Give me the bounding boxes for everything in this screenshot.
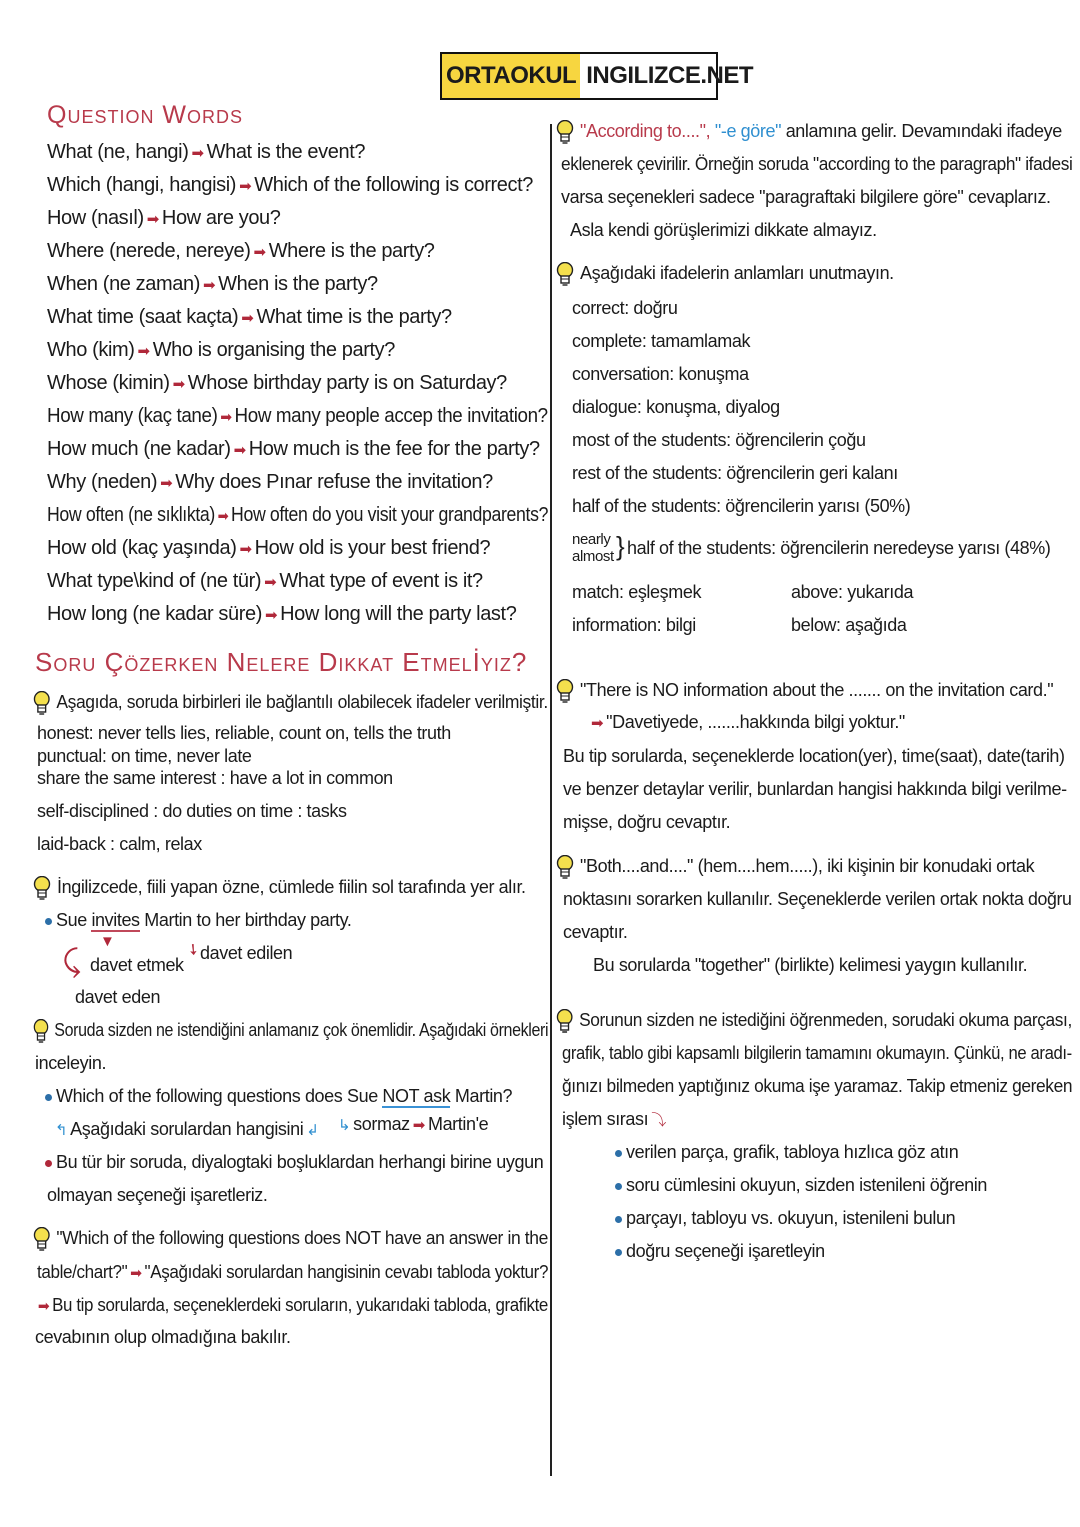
step-text: soru cümlesini okuyun, sizden istenileni öğrenin <box>626 1175 988 1195</box>
question-word: Whose (kimin) <box>47 372 170 394</box>
phrase-turkish: "-e göre" <box>714 121 782 141</box>
lightbulb-icon <box>33 691 50 715</box>
bullet-icon <box>45 1094 52 1101</box>
arrow-right-icon: ➡ <box>191 145 204 162</box>
lightbulb-icon <box>556 679 574 703</box>
bullet-icon <box>45 918 52 925</box>
vocab-almost: almost <box>572 548 614 565</box>
arrow-curve-icon: ↲ <box>306 1122 319 1139</box>
pair-punctual: punctual: on time, never late <box>37 746 252 766</box>
tip-text: işlem sırası <box>562 1109 649 1129</box>
arrow-right-icon: ➡ <box>264 607 278 624</box>
question-word: Where (nerede, nereye) <box>47 240 251 262</box>
tip4-line1 <box>33 1226 548 1251</box>
question-word-row <box>47 173 533 199</box>
vocab-item: conversation: konuşma <box>572 364 749 384</box>
question-word: How long (ne kadar süre) <box>47 603 262 625</box>
question-word: What type\kind of (ne tür) <box>47 570 262 592</box>
logo-part-1: ORTAOKUL <box>442 54 580 98</box>
question-word: How many (kaç tane) <box>47 405 218 427</box>
vocab-item: half of the students: öğrencilerin yarısı (50%) <box>572 496 911 516</box>
example-question: When is the party? <box>218 273 378 295</box>
noinfo-line5: mişse, doğru cevaptır. <box>563 812 731 832</box>
according-line4: Asla kendi görüşlerimizi dikkate almayız. <box>570 220 877 240</box>
example-question: How long will the party last? <box>280 603 517 625</box>
question-word-row <box>47 503 548 529</box>
both-line3: cevaptır. <box>563 922 628 942</box>
both-line2: noktasını sorarken kullanılır. Seçeneklerde verilen ortak nokta doğru <box>563 889 1072 909</box>
lightbulb-icon <box>556 262 574 286</box>
arrow-right-icon: ➡ <box>591 715 604 732</box>
according-line3: varsa seçenekleri sadece "paragraftaki bilgilere göre" cevaplarız. <box>561 187 1051 207</box>
tip-text: Sorunun sizden ne istediğini öğrenmeden, sorudaki okuma parçası, <box>579 1010 1072 1030</box>
tip-text: "There is NO information about the ....... on the invitation card." <box>580 680 1054 700</box>
noinfo-line4: ve benzer detaylar verilir, bunlardan hangisi hakkında bilgi verilme- <box>563 779 1067 799</box>
arrow-right-icon: ➡ <box>239 541 252 558</box>
lightbulb-icon <box>33 1227 50 1251</box>
bullet-icon <box>615 1150 622 1157</box>
question-word: How much (ne kadar) <box>47 438 231 460</box>
order-line4 <box>562 1107 669 1133</box>
arrow-right-icon: ➡ <box>412 1117 425 1134</box>
tip-text: Aşağıdaki ifadelerin anlamları unutmayın. <box>580 263 894 283</box>
tip2-intro <box>33 875 526 900</box>
tip3-translation-verb <box>335 1112 488 1138</box>
example-question: How many people accep the invitation? <box>234 405 548 427</box>
tip-text: anlamına gelir. Devamındaki ifadeye <box>785 121 1062 141</box>
order-line1 <box>556 1008 1072 1033</box>
question-part: Which of the following questions does Sue <box>56 1086 378 1106</box>
lightbulb-icon <box>556 120 574 144</box>
arrow-right-icon: ➡ <box>130 1265 142 1282</box>
order-line2: grafik, tablo gibi kapsamlı bilgilerin tamamını okumayın. Çünkü, ne aradı- <box>562 1043 1072 1063</box>
question-word: What (ne, hangi) <box>47 141 189 163</box>
example-question: Which of the following is correct? <box>254 174 533 196</box>
tip-text: Soruda sizden ne istendiğini anlamanız çok önemlidir. Aşağıdaki örnekleri <box>54 1020 549 1040</box>
note-davet-eden: davet eden <box>75 987 161 1007</box>
arrow-right-icon: ➡ <box>37 1298 50 1315</box>
question-word: What time (saat kaçta) <box>47 306 239 328</box>
example-question: What time is the party? <box>256 306 452 328</box>
noinfo-line1 <box>556 678 1053 703</box>
arrow-right-icon: ➡ <box>253 244 266 261</box>
example-question: Whose birthday party is on Saturday? <box>187 372 507 394</box>
vocab-item: correct: doğru <box>572 298 678 318</box>
tip3-translation <box>52 1117 322 1143</box>
lightbulb-icon <box>556 1009 573 1033</box>
tip1-intro <box>33 690 548 715</box>
bullet-icon <box>615 1216 622 1223</box>
tip4-line3 <box>35 1293 548 1319</box>
question-word: Why (neden) <box>47 471 158 493</box>
step-item <box>615 1206 955 1230</box>
arrow-curve-icon: ↰ <box>55 1122 68 1139</box>
arrow-down-right-icon: ➘ <box>182 939 204 960</box>
tip3-bullet2 <box>45 1150 543 1174</box>
example-question: How are you? <box>161 207 281 229</box>
example-sentence <box>45 908 351 932</box>
subject: Sue <box>56 910 87 930</box>
tip3-bullet2-cont: olmayan seçeneği işaretleriz. <box>47 1185 268 1205</box>
verb: invites <box>91 910 140 930</box>
arrow-right-icon: ➡ <box>233 442 246 459</box>
step-item <box>615 1173 987 1197</box>
tip-text: Aşagıda, soruda birbirleri ile bağlantılı olabilecek ifadeler verilmiştir. <box>56 692 548 712</box>
arrow-curve-icon: ⤹ <box>63 945 81 978</box>
question-word-row <box>47 305 452 331</box>
tips-title: Soru Çözerken Nelere Dikkat Etmelİyiz? <box>35 647 528 677</box>
vocab-information: information: bilgi <box>572 615 696 635</box>
tip3-line1 <box>33 1018 548 1043</box>
arrow-right-icon: ➡ <box>146 211 159 228</box>
translation-part: Martin'e <box>427 1114 489 1134</box>
phrase-english: "According to....", <box>580 121 711 141</box>
step-text: verilen parça, grafik, tabloya hızlıca göz atın <box>626 1142 959 1162</box>
column-divider <box>550 124 552 1476</box>
question-word-row <box>47 569 483 595</box>
arrow-right-icon: ➡ <box>264 574 277 591</box>
according-line2: eklenerek çevirilir. Örneğin soruda "according to the paragraph" ifadesi <box>561 154 1073 174</box>
translation-part: sormaz <box>353 1114 410 1134</box>
arrow-curve-down-icon: ⤵ <box>651 1112 666 1129</box>
pair-honest: honest: never tells lies, reliable, count on, tells the truth <box>37 723 451 743</box>
vocab-match: match: eşleşmek <box>572 582 702 602</box>
according-line1 <box>556 119 1062 144</box>
arrow-right-icon: ➡ <box>160 475 173 492</box>
arrow-right-icon: ➡ <box>217 508 229 525</box>
question-word-row <box>47 371 507 397</box>
arrow-curve-icon: ↳ <box>338 1117 351 1134</box>
site-logo <box>440 52 754 100</box>
note-davet-edilen: davet edilen <box>200 943 293 963</box>
tip-text: Bu tip sorularda, seçeneklerdeki soruların, yukarıdaki tabloda, grafikte <box>52 1295 548 1315</box>
lightbulb-icon <box>556 855 574 879</box>
arrow-right-icon: ➡ <box>172 376 185 393</box>
vocab-intro <box>556 261 894 286</box>
example-question: How much is the fee for the party? <box>248 438 540 460</box>
both-line1 <box>556 854 1034 879</box>
question-word: How often (ne sıklıkta) <box>47 504 215 526</box>
arrow-right-icon: ➡ <box>241 310 254 327</box>
vocab-item: rest of the students: öğrencilerin geri kalanı <box>572 463 898 483</box>
noinfo-line2 <box>588 710 905 736</box>
brace-icon: } <box>616 531 625 561</box>
tip3-question <box>45 1084 512 1108</box>
bullet-icon <box>615 1249 622 1256</box>
vocab-above: above: yukarıda <box>791 582 914 602</box>
example-question: What is the event? <box>206 141 366 163</box>
vocab-nearly-half: half of the students: öğrencilerin neredeyse yarısı (48%) <box>627 538 1051 558</box>
question-emphasis: NOT ask <box>382 1086 451 1106</box>
question-word-row <box>47 338 395 364</box>
question-word: Which (hangi, hangisi) <box>47 174 237 196</box>
note-davet-etmek: davet etmek <box>90 955 184 975</box>
question-word-row <box>47 470 493 496</box>
tip3-line2: inceleyin. <box>35 1053 107 1073</box>
tip-text: "Davetiyede, .......hakkında bilgi yoktur." <box>606 712 905 732</box>
both-line4: Bu sorularda "together" (birlikte) kelimesi yaygın kullanılır. <box>593 955 1028 975</box>
example-question: Why does Pınar refuse the invitation? <box>175 471 493 493</box>
vocab-item: complete: tamamlamak <box>572 331 751 351</box>
logo-part-2: INGILIZCE.NET <box>586 62 754 89</box>
question-word-row <box>47 206 281 232</box>
vocab-below: below: aşağıda <box>791 615 907 635</box>
question-word-row <box>47 536 490 562</box>
arrow-right-icon: ➡ <box>137 343 150 360</box>
example-question: How often do you visit your grandparents? <box>231 504 549 526</box>
question-word-row <box>47 404 548 430</box>
question-word-row <box>47 602 516 628</box>
arrow-down-icon: ▼ <box>100 933 115 950</box>
tip-text: "Both....and...." (hem....hem.....), iki kişinin bir konudaki ortak <box>580 856 1035 876</box>
object: Martin to her birthday party. <box>144 910 352 930</box>
tip-text: table/chart?" <box>37 1262 128 1282</box>
question-word-row <box>47 437 540 463</box>
question-words-title: Question Words <box>47 101 243 129</box>
noinfo-line3: Bu tip sorularda, seçeneklerde location(yer), time(saat), date(tarih) <box>563 746 1065 766</box>
vocab-item: dialogue: konuşma, diyalog <box>572 397 780 417</box>
pair-self-disciplined: self-disciplined : do duties on time : tasks <box>37 801 347 821</box>
example-question: Where is the party? <box>268 240 435 262</box>
bullet-icon <box>615 1183 622 1190</box>
step-item <box>615 1140 958 1164</box>
question-word: How old (kaç yaşında) <box>47 537 237 559</box>
tip4-line2 <box>37 1260 548 1286</box>
step-text: parçayı, tabloyu vs. okuyun, istenileni bulun <box>626 1208 956 1228</box>
step-text: doğru seçeneği işaretleyin <box>626 1241 825 1261</box>
arrow-right-icon: ➡ <box>220 409 232 426</box>
pair-laid-back: laid-back : calm, relax <box>37 834 202 854</box>
lightbulb-icon <box>33 1019 49 1043</box>
question-word: Who (kim) <box>47 339 135 361</box>
example-question: Who is organising the party? <box>152 339 395 361</box>
vocab-nearly: nearly <box>572 531 611 548</box>
tip-text: "Which of the following questions does NOT have an answer in the <box>56 1228 548 1248</box>
question-word-row <box>47 140 365 166</box>
arrow-right-icon: ➡ <box>202 277 216 294</box>
question-word: How (nasıl) <box>47 207 144 229</box>
step-item <box>615 1239 825 1263</box>
bullet-icon <box>45 1160 52 1167</box>
example-question: How old is your best friend? <box>254 537 491 559</box>
tip4-line4: cevabının olup olmadığına bakılır. <box>35 1327 291 1347</box>
bullet-text: Bu tür bir soruda, diyalogtaki boşluklardan herhangi birine uygun <box>56 1152 544 1172</box>
arrow-right-icon: ➡ <box>239 178 252 195</box>
vocab-item: most of the students: öğrencilerin çoğu <box>572 430 866 450</box>
question-word-row <box>47 272 378 298</box>
example-question: What type of event is it? <box>279 570 483 592</box>
question-word: When (ne zaman) <box>47 273 200 295</box>
question-word-row <box>47 239 435 265</box>
lightbulb-icon <box>33 876 51 900</box>
translation-part: Aşağıdaki sorulardan hangisini <box>70 1119 304 1139</box>
pair-share-interest: share the same interest : have a lot in common <box>37 768 393 788</box>
tip-text: İngilizcede, fiili yapan özne, cümlede fiilin sol tarafında yer alır. <box>57 877 526 897</box>
order-line3: ğınızı bilmeden yaptığınız okuma işe yaramaz. Takip etmeniz gereken <box>562 1076 1073 1096</box>
tip-text: "Aşağıdaki sorulardan hangisinin cevabı tabloda yoktur? <box>144 1262 549 1282</box>
question-part: Martin? <box>454 1086 513 1106</box>
